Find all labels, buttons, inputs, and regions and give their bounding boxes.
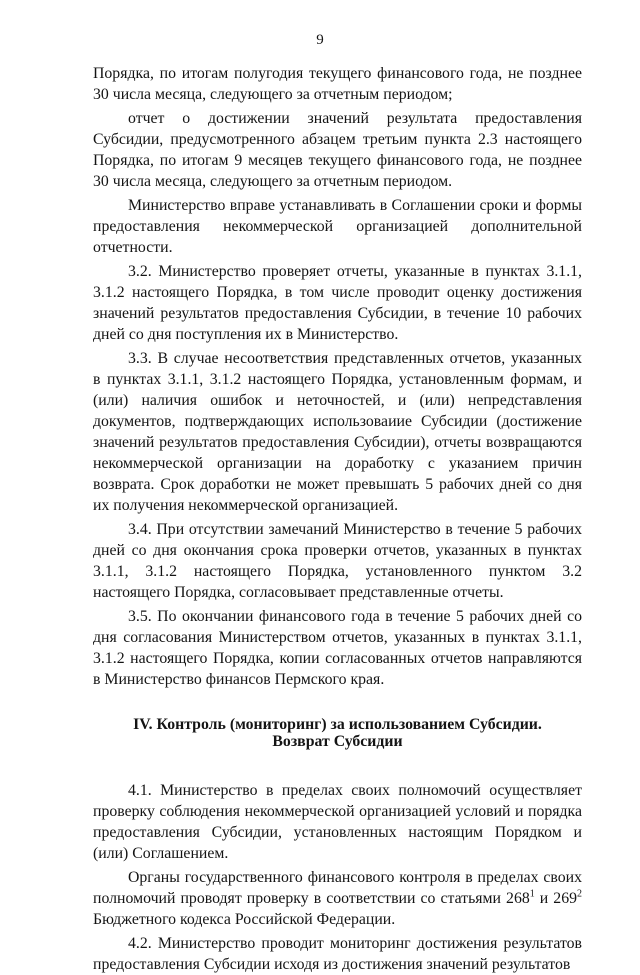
paragraph-text: и 269	[534, 890, 577, 907]
paragraph: Министерство вправе устанавливать в Соглашении сроки и формы предоставления некоммерческой организацией дополнительной отчетности.	[93, 197, 582, 256]
paragraph: Порядка, по итогам полугодия текущего финансового года, не позднее 30 числа месяца, следующего за отчетным периодом;	[93, 65, 582, 103]
paragraph-4-1: 4.1. Министерство в пределах своих полномочий осуществляет проверку соблюдения некоммерческой организацией условий и порядка предоставления Субсидии, установленных настоящим Порядком и (или) Соглашением.	[93, 782, 582, 862]
paragraph-3-3: 3.3. В случае несоответствия представленных отчетов, указанных в пунктах 3.1.1, 3.1.2 настоящего Порядка, установленным формам, и (или) наличия ошибок и неточностей, и (или) непредставления документов, подтверждающих использоваиие Субсидии (достижение значений результатов предоставления Субсидии), отчеты возвращаются некоммерческой организации на доработку с указанием причин возврата. Срок доработки не может превышать 5 рабочих дней со дня их получения некоммерческой организацией.	[93, 350, 582, 514]
paragraph-4-2: 4.2. Министерство проводит мониторинг достижения результатов предоставления Субсидии исходя из достижения значений результатов	[93, 935, 582, 973]
superscript: 1	[529, 888, 535, 900]
paragraph-financial-control	[93, 867, 582, 930]
paragraph: отчет о достижении значений результата предоставления Субсидии, предусмотренного абзацем третьим пункта 2.3 настоящего Порядка, по итогам 9 месяцев текущего финансового года, не позднее 30 числа месяца, следующего за отчетным периодом.	[93, 110, 582, 190]
paragraph-3-2: 3.2. Министерство проверяет отчеты, указанные в пунктах 3.1.1, 3.1.2 настоящего Порядка, в том числе проводит оценку достижения значений результатов предоставления Субсидии, в течение 10 рабочих дней со дня поступления их в Министерство.	[93, 263, 582, 343]
section-heading-line-1: IV. Контроль (мониторинг) за использованием Субсидии.	[133, 716, 542, 733]
superscript: 2	[577, 888, 582, 900]
page-number: 9	[316, 32, 324, 48]
section-heading-line-2: Возврат Субсидии	[272, 733, 403, 750]
paragraph-text: Бюджетного кодекса Российской Федерации.	[93, 911, 396, 928]
document-body	[93, 63, 582, 975]
paragraph-text: Органы государственного финансового контроля в пределах своих полномочий проводят проверку в соответствии со статьями 268	[93, 869, 582, 907]
paragraph-3-5: 3.5. По окончании финансового года в течение 5 рабочих дней со дня согласования Министерством отчетов, указанных в пунктах 3.1.1, 3.1.2 настоящего Порядка, копии согласованных отчетов направляются в Министерство финансов Пермского края.	[93, 608, 582, 688]
paragraph-3-4: 3.4. При отсутствии замечаний Министерство в течение 5 рабочих дней со дня окончания срока проверки отчетов, указанных в пунктах 3.1.1, 3.1.2 настоящего Порядка, установленного пунктом 3.2 настоящего Порядка, согласовывает представленные отчеты.	[93, 521, 582, 601]
section-heading	[93, 716, 582, 750]
